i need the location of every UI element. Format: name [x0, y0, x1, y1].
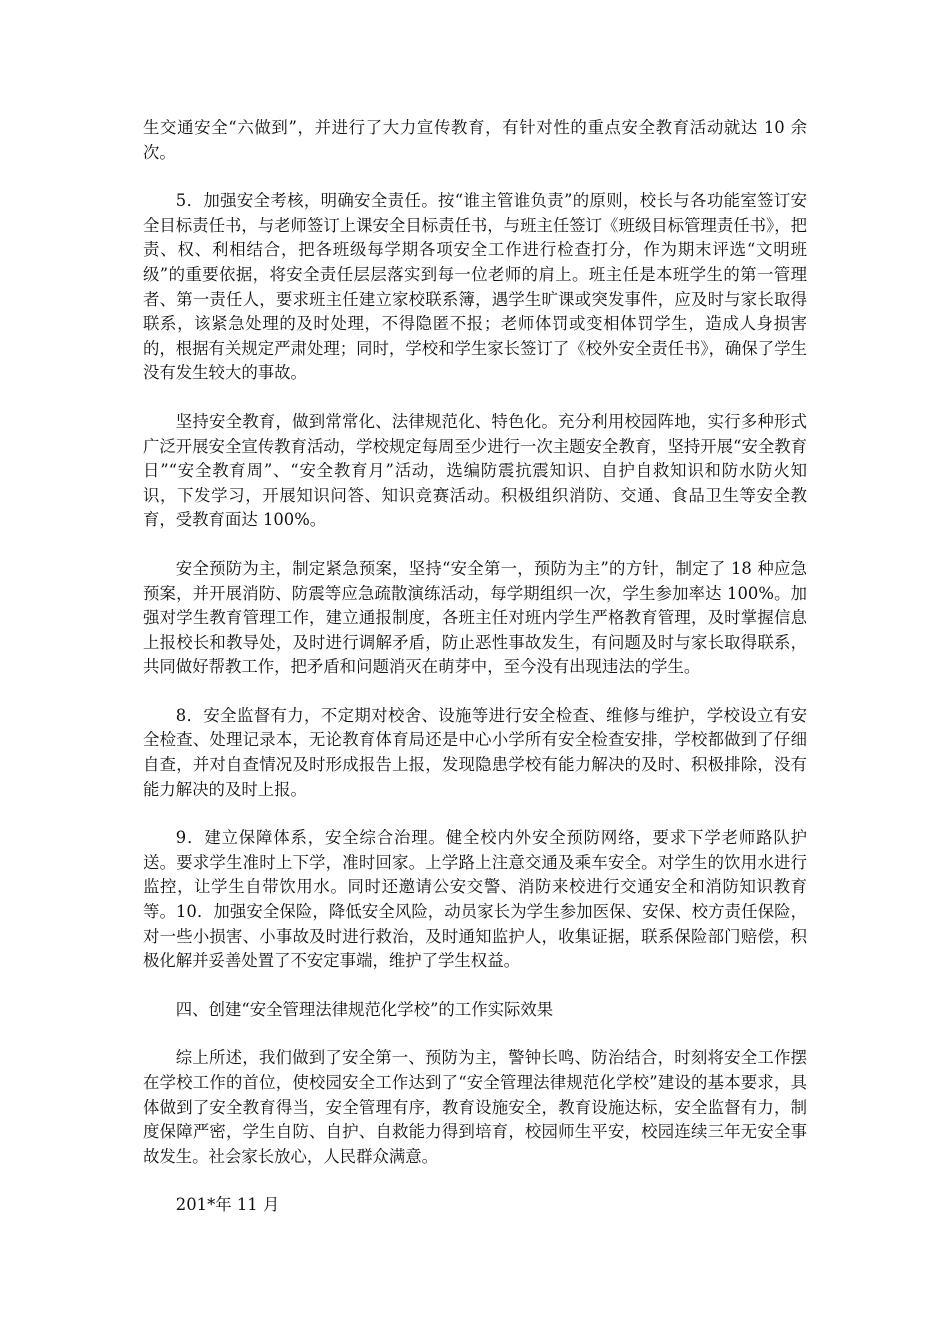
- document-body: [143, 116, 807, 1218]
- section-heading-results: 四、创建“安全管理法律规范化学校”的工作实际效果: [175, 999, 554, 1019]
- paragraph-emergency-plan: 安全预防为主，制定紧急预案，坚持“安全第一，预防为主”的方针，制定了 18 种应急预案，并开展消防、防震等应急疏散演练活动，每学期组织一次，学生参加率达 100%。加强对学生教育管理工作，建立通报制度，各班主任对班内学生严格教育管理，及时掌握信息上报校长和教导处，及时进行调解矛盾，防止恶性事故发生，有问题及时与家长取得联系，共同做好帮教工作，把矛盾和问题消灭在萌芽中，至今没有出现违法的学生。: [143, 558, 807, 677]
- paragraph-safety-supervision: 8．安全监督有力，不定期对校舍、设施等进行安全检查、维修与维护，学校设立有安全检查、处理记录本，无论教育体育局还是中心小学所有安全检查安排，学校都做到了仔细自查，并对自查情况及时形成报告上报，发现隐患学校有能力解决的及时、积极排除，没有能力解决的及时上报。: [143, 705, 807, 799]
- paragraph-safety-education: 坚持安全教育，做到常常化、法律规范化、特色化。充分利用校园阵地，实行多种形式广泛开展安全宣传教育活动，学校规定每周至少进行一次主题安全教育，坚持开展“安全教育日”“安全教育周”、“安全教育月”活动，选编防震抗震知识、自护自救知识和防水防火知识，下发学习，开展知识问答、知识竞赛活动。积极组织消防、交通、食品卫生等安全教育，受教育面达 100%。: [143, 411, 808, 530]
- document-date: 201*年 11 月: [175, 1195, 280, 1215]
- paragraph-security-system: 9．建立保障体系，安全综合治理。健全校内外安全预防网络，要求下学老师路队护送。要求学生准时上下学，准时回家。上学路上注意交通及乘车安全。对学生的饮用水进行监控，让学生自带饮用水。同时还邀请公安交警、消防来校进行交通安全和消防知识教育等。10．加强安全保险，降低安全风险，动员家长为学生参加医保、安保、校方责任保险，对一些小损害、小事故及时进行救治，及时通知监护人，收集证据，联系保险部门赔偿，积极化解并妥善处置了不安定事端，维护了学生权益。: [143, 828, 807, 971]
- paragraph-conclusion: 综上所述，我们做到了安全第一、预防为主，警钟长鸣、防治结合，时刻将安全工作摆在学校工作的首位，使校园安全工作达到了“安全管理法律规范化学校”建设的基本要求，具体做到了安全教育得当，安全管理有序，教育设施安全，教育设施达标，安全监督有力，制度保障严密，学生自防、自护、自救能力得到培育，校园师生平安，校园连续三年无安全事故发生。社会家长放心，人民群众满意。: [143, 1048, 807, 1166]
- paragraph-traffic-safety: 生交通安全“六做到”，并进行了大力宣传教育，有针对性的重点安全教育活动就达 10 余次。: [143, 118, 807, 162]
- paragraph-safety-assessment: 5．加强安全考核，明确安全责任。按“谁主管谁负责”的原则，校长与各功能室签订安全目标责任书，与老师签订上课安全目标责任书，与班主任签订《班级目标管理责任书》，把责、权、利相结合，把各班级每学期各项安全工作进行检查打分，作为期末评选“文明班级”的重要依据，将安全责任层层落实到每一位老师的肩上。班主任是本班学生的第一管理者、第一责任人，要求班主任建立家校联系簿，遇学生旷课或突发事件，应及时与家长取得联系，该紧急处理的及时处理，不得隐匿不报；老师体罚或变相体罚学生，造成人身损害的，根据有关规定严肃处理；同时，学校和学生家长签订了《校外安全责任书》，确保了学生没有发生较大的事故。: [143, 191, 807, 383]
